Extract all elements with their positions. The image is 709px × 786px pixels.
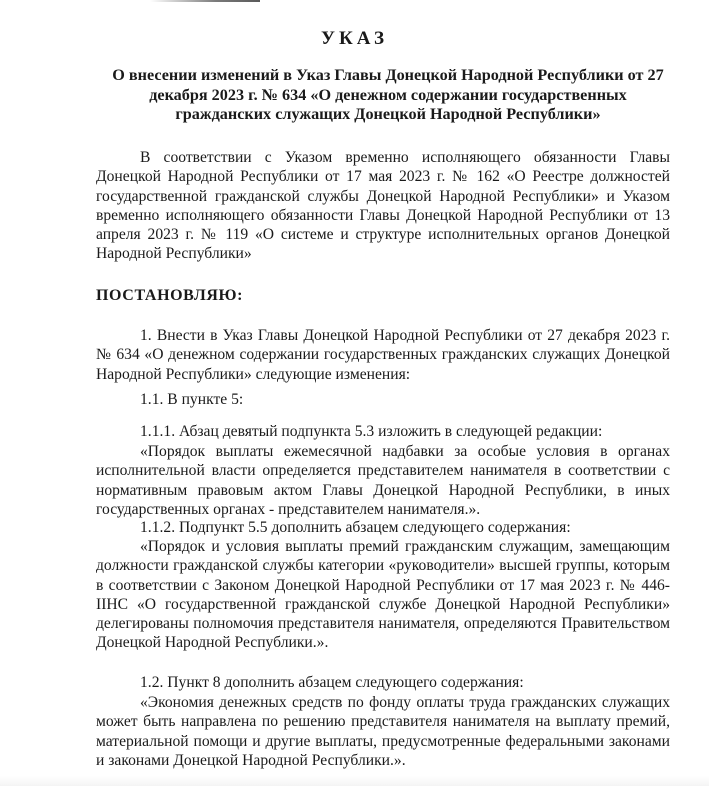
paragraph-1: 1. Внести в Указ Главы Донецкой Народной Республики от 27 декабря 2023 г. № 634 «О денежном содержании государственных гражданских служащих Донецкой Народной Республики» следующие изменения: [96,327,670,383]
scan-edge-shadow [150,0,260,2]
paragraph-1-1-1-quote: «Порядок выплаты ежемесячной надбавки за особые условия в органах исполнительной власти определяется представителем нанимателя в соответствии с нормативным правовым актом Главы Донецкой Народной Республики, в иных государственных органах - представителем нанимателя.». [96,443,670,518]
decree-heading: ПОСТАНОВЛЯЮ: [96,287,244,304]
paragraph-1-2: 1.2. Пункт 8 дополнить абзацем следующего содержания: [140,674,524,691]
paragraph-1-1-2: 1.1.2. Подпункт 5.5 дополнить абзацем следующего содержания: [140,519,571,536]
preamble-paragraph: В соответствии с Указом временно исполняющего обязанности Главы Донецкой Народной Республики от 17 мая 2023 г. № 162 «О Реестре должностей государственной гражданской службы Донецкой Народной Республики» и Указом временно исполняющего обязанности Главы Донецкой Народной Республики от 13 апреля 2023 г. № 119 «О системе и структуре исполнительных органов Донецкой Народной Республики» [96,149,670,263]
paragraph-1-1: 1.1. В пункте 5: [140,391,244,408]
document-title: УКАЗ [321,28,388,49]
paragraph-1-1-1: 1.1.1. Абзац девятый подпункта 5.3 изложить в следующей редакции: [140,423,603,440]
paragraph-1-1-2-quote: «Порядок и условия выплаты премий гражданским служащим, замещающим должности гражданской службы категории «руководители» высшей группы, которым в соответствии с Законом Донецкой Народной Республики от 17 мая 2023 г. № 446-IIНС «О государственной гражданской службе Донецкой Народной Республики» делегированы полномочия представителя нанимателя, определяются Правительством Донецкой Народной Республики.». [96,538,670,652]
document-subtitle: О внесении изменений в Указ Главы Донецкой Народной Республики от 27 декабря 2023 г. № 634 «О денежном содержании государственных гражданских служащих Донецкой Народной Республики» [112,66,664,123]
paragraph-1-2-quote: «Экономия денежных средств по фонду оплаты труда гражданских служащих может быть направлена по решению представителя нанимателя на выплату премий, материальной помощи и другие выплаты, предусмотренные федеральными законами и законами Донецкой Народной Республики.». [96,694,670,769]
scan-bottom-edge [0,776,709,786]
